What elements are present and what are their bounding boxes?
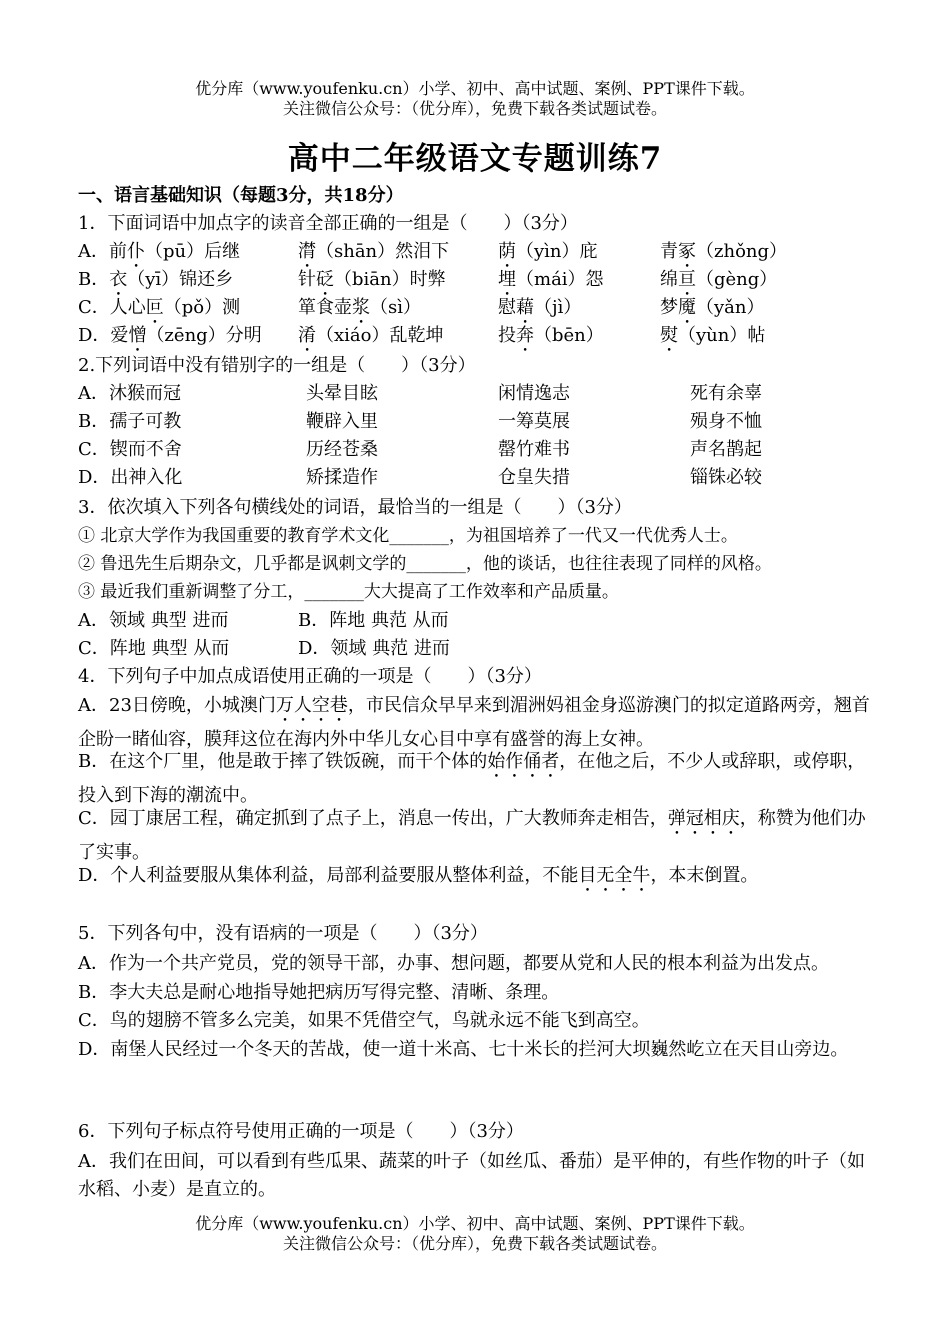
q5-stem: 5．下列各句中，没有语病的一项是（ ）（3分） bbox=[78, 923, 488, 944]
q5-option-c: C．鸟的翅膀不管多么完美，如果不凭借空气，鸟就永远不能飞到高空。 bbox=[78, 1010, 650, 1031]
q3-stem: 3．依次填入下列各句横线处的词语，最恰当的一组是（ ）（3分） bbox=[78, 497, 632, 518]
q4-option-d: D．个人利益要服从集体利益，局部利益要服从整体利益，不能目无全牛，本末倒置。 bbox=[78, 865, 759, 886]
q3-sentence-2: ② 鲁迅先生后期杂文，几乎都是讽刺文学的_______，他的谈话，也往往表现了同样的风格。 bbox=[78, 554, 772, 574]
footer-line-2: 关注微信公众号：（优分库），免费下载各类试题试卷。 bbox=[282, 1234, 667, 1253]
q4-option-b: B．在这个厂里，他是敢于摔了铁饭碗，而干个体的始作俑者，在他之后，不少人或辞职，或停职，投入到下海的潮流中。 bbox=[78, 751, 866, 806]
q3-option-b: B．阵地 典范 从而 bbox=[298, 610, 449, 631]
q6-option-a: A．我们在田间，可以看到有些瓜果、蔬菜的叶子（如丝瓜、番茄）是平伸的，有些作物的叶子（如水稻、小麦）是直立的。 bbox=[78, 1151, 865, 1200]
q3-option-a: A．领域 典型 进而 bbox=[78, 610, 229, 631]
q3-option-c: C．阵地 典型 从而 bbox=[78, 638, 230, 659]
q5-option-d: D．南堡人民经过一个冬天的苦战，使一道十米高、七十米长的拦河大坝巍然屹立在天目山旁边。 bbox=[78, 1039, 849, 1060]
q3-sentence-3: ③ 最近我们重新调整了分工，_______大大提高了工作效率和产品质量。 bbox=[78, 582, 619, 602]
q5-option-a: A．作为一个共产党员，党的领导干部，办事、想问题，都要从党和人民的根本利益为出发点。 bbox=[78, 953, 829, 974]
q5-option-b: B．李大夫总是耐心地指导她把病历写得完整、清晰、条理。 bbox=[78, 982, 560, 1003]
footer-line-1: 优分库（www.youfenku.cn）小学、初中、高中试题、案例、PPT课件下载。 bbox=[195, 1214, 755, 1233]
q6-stem: 6．下列句子标点符号使用正确的一项是（ ）（3分） bbox=[78, 1121, 524, 1142]
section-heading: 一、语言基础知识（每题3分，共18分） bbox=[78, 185, 404, 206]
q4-option-c: C．园丁康居工程，确定抓到了点子上，消息一传出，广大教师奔走相告，弹冠相庆，称赞为他们办了实事。 bbox=[78, 808, 866, 863]
q3-option-d: D．领域 典范 进而 bbox=[298, 638, 450, 659]
q4-stem: 4．下列句子中加点成语使用正确的一项是（ ）（3分） bbox=[78, 666, 542, 687]
q4-option-a: A．23日傍晚，小城澳门万人空巷，市民信众早早来到湄洲妈祖金身巡游澳门的拟定道路两旁，翘首企盼一睹仙容，膜拜这位在海内外中华儿女心目中享有盛誉的海上女神。 bbox=[78, 695, 870, 750]
q3-sentence-1: ① 北京大学作为我国重要的教育学术文化_______，为祖国培养了一代又一代优秀人士。 bbox=[78, 526, 738, 546]
page-title: 高中二年级语文专题训练7 bbox=[287, 141, 663, 177]
header-line-1: 优分库（www.youfenku.cn）小学、初中、高中试题、案例、PPT课件下载。 bbox=[195, 79, 755, 98]
q1-stem: 1．下面词语中加点字的读音全部正确的一组是（ ）（3分） bbox=[78, 213, 578, 234]
q2-stem: 2.下列词语中没有错别字的一组是（ ）（3分） bbox=[78, 355, 476, 376]
header-line-2: 关注微信公众号：（优分库），免费下载各类试题试卷。 bbox=[282, 99, 667, 118]
